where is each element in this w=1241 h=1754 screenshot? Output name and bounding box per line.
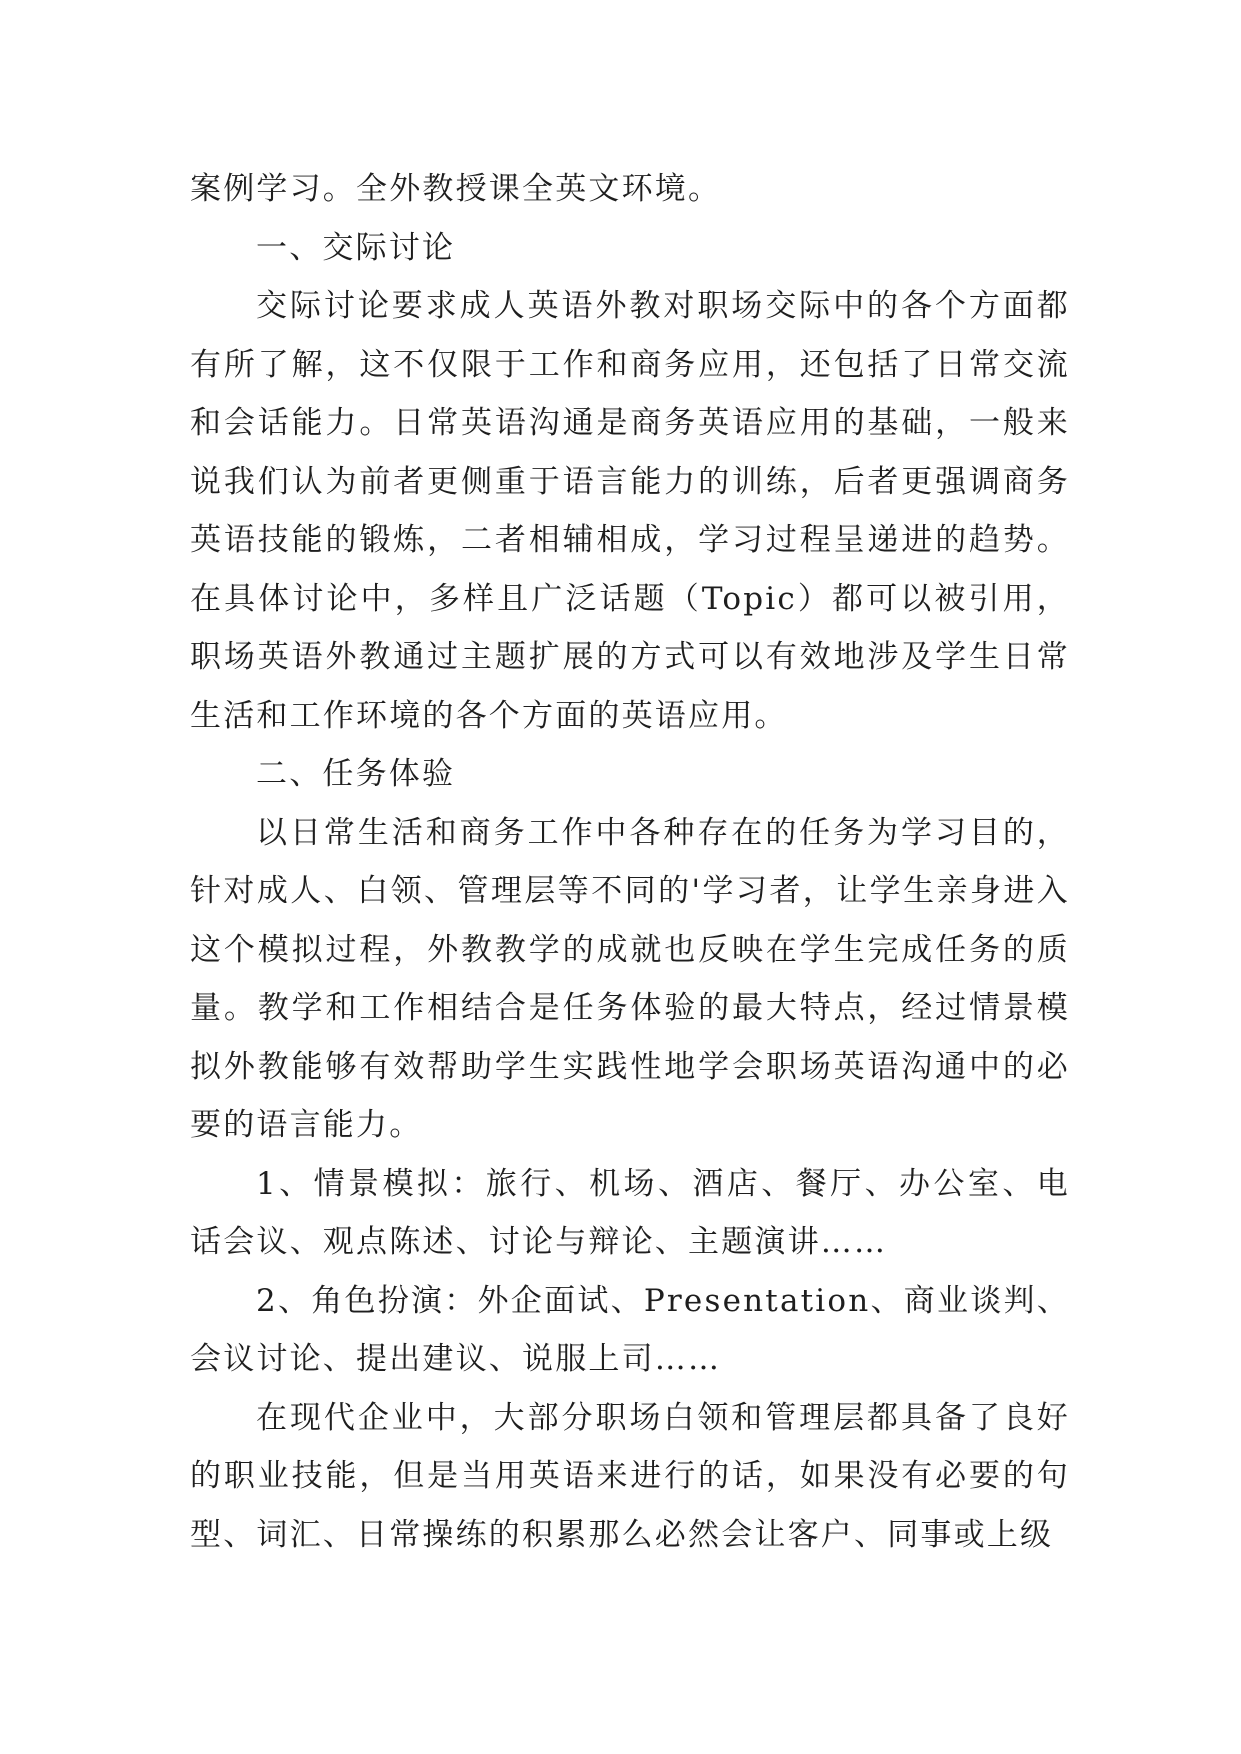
section-heading-communication-discussion: 一、交际讨论 [256, 229, 456, 266]
paragraph-modern-enterprise: 在现代企业中，大部分职场白领和管理层都具备了良好的职业技能，但是当用英语来进行的话，如果没有必要的句型、词汇、日常操练的积累那么必然会让客户、同事或上级 [190, 1399, 1070, 1553]
document-body [190, 160, 1070, 1564]
paragraph-communication-discussion: 交际讨论要求成人英语外教对职场交际中的各个方面都有所了解，这不仅限于工作和商务应用，还包括了日常交流和会话能力。日常英语沟通是商务英语应用的基础，一般来说我们认为前者更侧重于语言能力的训练，后者更强调商务英语技能的锻炼，二者相辅相成，学习过程呈递进的趋势。在具体讨论中，多样且广泛话题（Topic）都可以被引用，职场英语外教通过主题扩展的方式可以有效地涉及学生日常生活和工作环境的各个方面的英语应用。 [190, 288, 1070, 734]
paragraph-continuation: 案例学习。全外教授课全英文环境。 [190, 171, 722, 207]
list-item-role-play: 2、角色扮演：外企面试、Presentation、商业谈判、会议讨论、提出建议、说服上司…… [190, 1282, 1070, 1377]
list-item-scenario-simulation: 1、情景模拟：旅行、机场、酒店、餐厅、办公室、电话会议、观点陈述、讨论与辩论、主题演讲…… [190, 1165, 1070, 1260]
section-heading-task-experience: 二、任务体验 [256, 756, 456, 792]
paragraph-task-experience: 以日常生活和商务工作中各种存在的任务为学习目的，针对成人、白领、管理层等不同的'学习者，让学生亲身进入这个模拟过程，外教教学的成就也反映在学生完成任务的质量。教学和工作相结合是任务体验的最大特点，经过情景模拟外教能够有效帮助学生实践性地学会职场英语沟通中的必要的语言能力。 [190, 814, 1070, 1143]
